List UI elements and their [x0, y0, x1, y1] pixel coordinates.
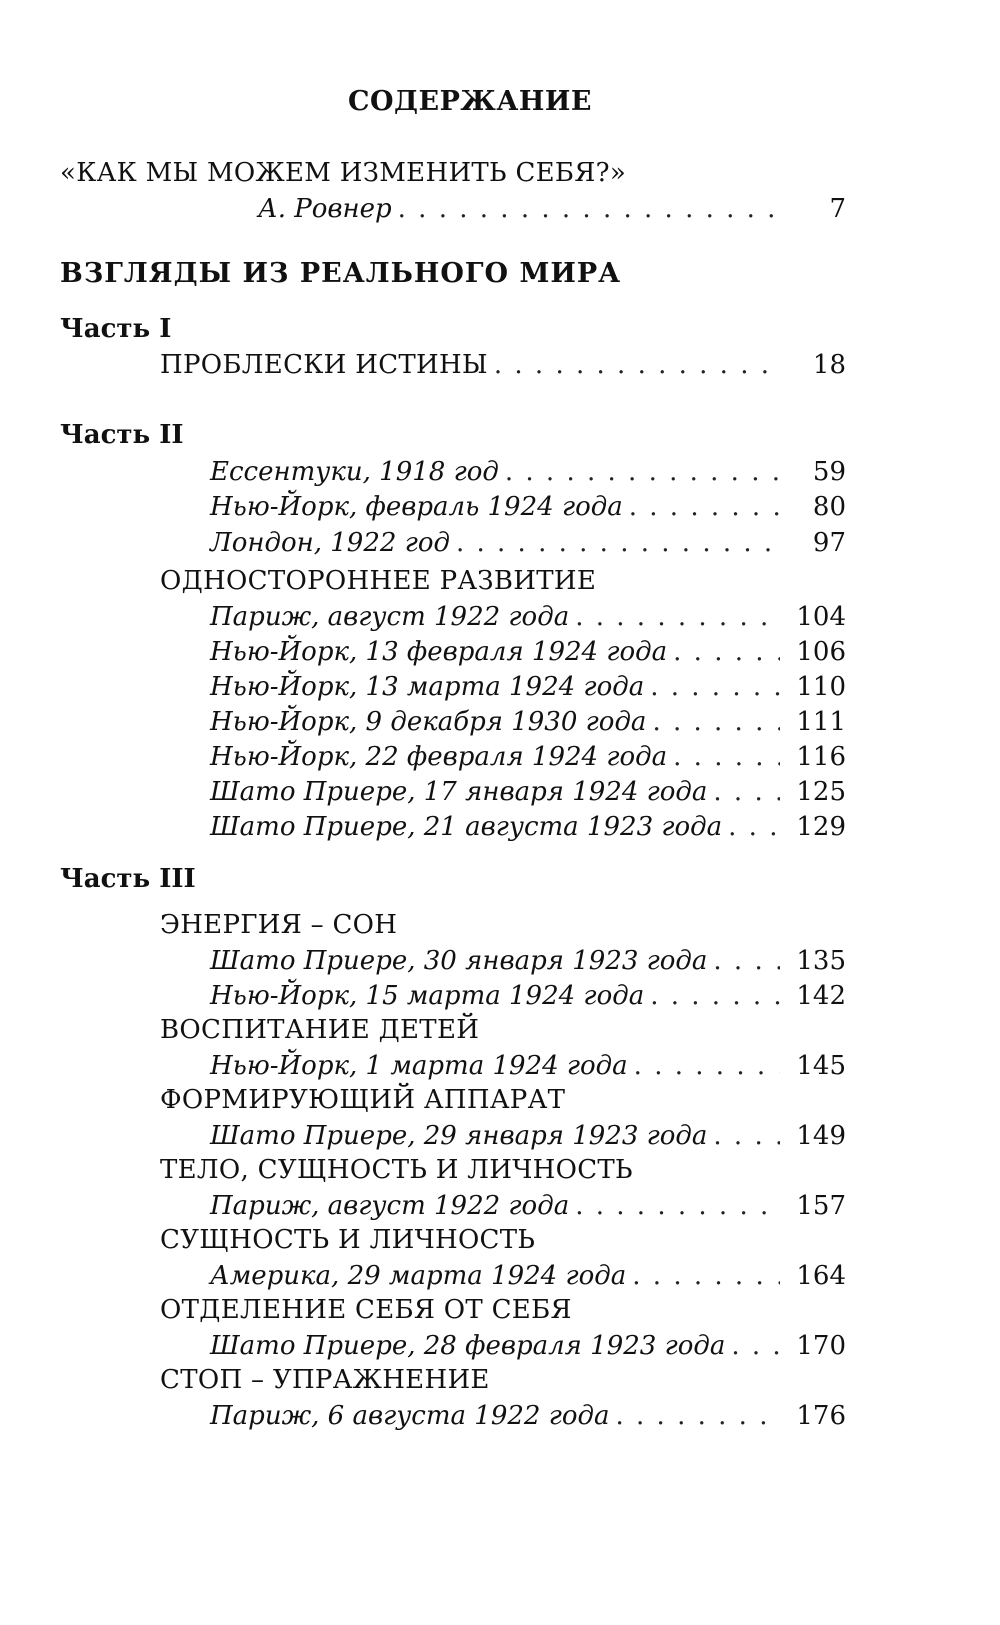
- section-heading: ВЗГЛЯДЫ ИЗ РЕАЛЬНОГО МИРА: [60, 258, 622, 289]
- toc-entry-text: ПРОБЛЕСКИ ИСТИНЫ: [160, 350, 488, 380]
- toc-entry-text: Нью-Йорк, 9 декабря 1930 года: [210, 707, 647, 737]
- toc-entry-page: 157: [796, 1191, 846, 1221]
- chapter-heading: ЭНЕРГИЯ – СОН: [160, 910, 398, 940]
- dot-leader: [616, 1401, 781, 1431]
- dot-leader: [673, 742, 780, 772]
- toc-entry-page: 125: [796, 777, 846, 807]
- toc-entry-text: Париж, 6 августа 1922 года: [210, 1401, 610, 1431]
- toc-entry-text: Нью-Йорк, 13 марта 1924 года: [210, 672, 645, 702]
- toc-entry[interactable]: [210, 602, 846, 636]
- toc-entry[interactable]: [210, 707, 846, 741]
- dot-leader: [713, 777, 780, 807]
- toc-entry[interactable]: [210, 637, 846, 671]
- toc-entry[interactable]: [210, 1121, 846, 1155]
- toc-entry-text: Нью-Йорк, 1 марта 1924 года: [210, 1051, 628, 1081]
- toc-entry[interactable]: [210, 742, 846, 776]
- dot-leader: [575, 1191, 780, 1221]
- dot-leader: [505, 457, 780, 487]
- toc-entry-page: 176: [796, 1401, 846, 1431]
- toc-entry-page: 106: [796, 637, 846, 667]
- toc-entry-page: 129: [796, 812, 846, 842]
- toc-entry-text: Шато Приере, 17 января 1924 года: [210, 777, 708, 807]
- toc-entry-page: 135: [796, 946, 846, 976]
- chapter-heading: ВОСПИТАНИЕ ДЕТЕЙ: [160, 1015, 480, 1045]
- toc-entry[interactable]: [210, 457, 846, 491]
- toc-entry[interactable]: [210, 492, 846, 526]
- chapter-heading: ТЕЛО, СУЩНОСТЬ И ЛИЧНОСТЬ: [160, 1155, 633, 1185]
- toc-entry-text: Нью-Йорк, 22 февраля 1924 года: [210, 742, 668, 772]
- toc-entry-text: Шато Приере, 29 января 1923 года: [210, 1121, 708, 1151]
- dot-leader: [652, 707, 780, 737]
- toc-entry-page: 80: [812, 492, 846, 522]
- toc-entry-page: 149: [796, 1121, 846, 1151]
- chapter-heading: ОДНОСТОРОННЕЕ РАЗВИТИЕ: [160, 566, 597, 596]
- toc-entry-text: Париж, август 1922 года: [210, 1191, 570, 1221]
- toc-entry-text: Ессентуки, 1918 год: [210, 457, 499, 487]
- dot-leader: [398, 194, 780, 224]
- toc-entry-text: Нью-Йорк, 15 марта 1924 года: [210, 981, 645, 1011]
- toc-entry-page: 145: [796, 1051, 846, 1081]
- part-label: Часть III: [60, 864, 196, 894]
- part-label: Часть I: [60, 314, 172, 344]
- toc-entry-text: Нью-Йорк, февраль 1924 года: [210, 492, 623, 522]
- toc-entry[interactable]: [210, 528, 846, 562]
- dot-leader: [728, 812, 780, 842]
- toc-entry-page: 59: [812, 457, 846, 487]
- toc-entry-page: 110: [796, 672, 846, 702]
- dot-leader: [575, 602, 780, 632]
- toc-entry[interactable]: [210, 981, 846, 1015]
- dot-leader: [673, 637, 780, 667]
- toc-entry-text: Шато Приере, 21 августа 1923 года: [210, 812, 723, 842]
- dot-leader: [494, 350, 780, 380]
- dot-leader: [650, 672, 780, 702]
- toc-entry[interactable]: [210, 1261, 846, 1295]
- toc-entry[interactable]: [210, 1331, 846, 1365]
- toc-entry-text: А. Ровнер: [258, 194, 392, 224]
- dot-leader: [456, 528, 780, 558]
- dot-leader: [650, 981, 780, 1011]
- chapter-heading: ОТДЕЛЕНИЕ СЕБЯ ОТ СЕБЯ: [160, 1295, 572, 1325]
- toc-entry-page: 97: [812, 528, 846, 558]
- toc-entry[interactable]: [210, 1191, 846, 1225]
- toc-entry-text: Америка, 29 марта 1924 года: [210, 1261, 627, 1291]
- toc-entry-page: 170: [796, 1331, 846, 1361]
- toc-entry[interactable]: [210, 1401, 846, 1435]
- toc-entry-page: 164: [796, 1261, 846, 1291]
- dot-leader: [731, 1331, 780, 1361]
- toc-entry-page: 104: [796, 602, 846, 632]
- toc-entry-preface[interactable]: [258, 194, 846, 228]
- chapter-heading: СУЩНОСТЬ И ЛИЧНОСТЬ: [160, 1225, 536, 1255]
- chapter-heading: СТОП – УПРАЖНЕНИЕ: [160, 1365, 490, 1395]
- toc-entry[interactable]: [210, 812, 846, 846]
- toc-entry-text: Шато Приере, 28 февраля 1923 года: [210, 1331, 726, 1361]
- toc-entry[interactable]: [210, 777, 846, 811]
- toc-entry-page: 7: [829, 194, 846, 224]
- toc-entry[interactable]: [210, 1051, 846, 1085]
- toc-entry[interactable]: [210, 672, 846, 706]
- toc-entry-text: Лондон, 1922 год: [210, 528, 450, 558]
- preface-heading: «КАК МЫ МОЖЕМ ИЗМЕНИТЬ СЕБЯ?»: [60, 158, 627, 188]
- dot-leader: [634, 1051, 780, 1081]
- dot-leader: [632, 1261, 780, 1291]
- toc-entry-text: Шато Приере, 30 января 1923 года: [210, 946, 708, 976]
- toc-entry[interactable]: [210, 946, 846, 980]
- dot-leader: [629, 492, 780, 522]
- toc-entry-page: 142: [796, 981, 846, 1011]
- toc-entry[interactable]: [160, 350, 846, 384]
- part-label: Часть II: [60, 420, 184, 450]
- toc-entry-page: 116: [796, 742, 846, 772]
- dot-leader: [713, 1121, 780, 1151]
- dot-leader: [713, 946, 780, 976]
- toc-entry-text: Нью-Йорк, 13 февраля 1924 года: [210, 637, 668, 667]
- toc-entry-text: Париж, август 1922 года: [210, 602, 570, 632]
- chapter-heading: ФОРМИРУЮЩИЙ АППАРАТ: [160, 1085, 566, 1115]
- page-title: СОДЕРЖАНИЕ: [348, 86, 592, 117]
- toc-entry-page: 18: [812, 350, 846, 380]
- toc-entry-page: 111: [796, 707, 846, 737]
